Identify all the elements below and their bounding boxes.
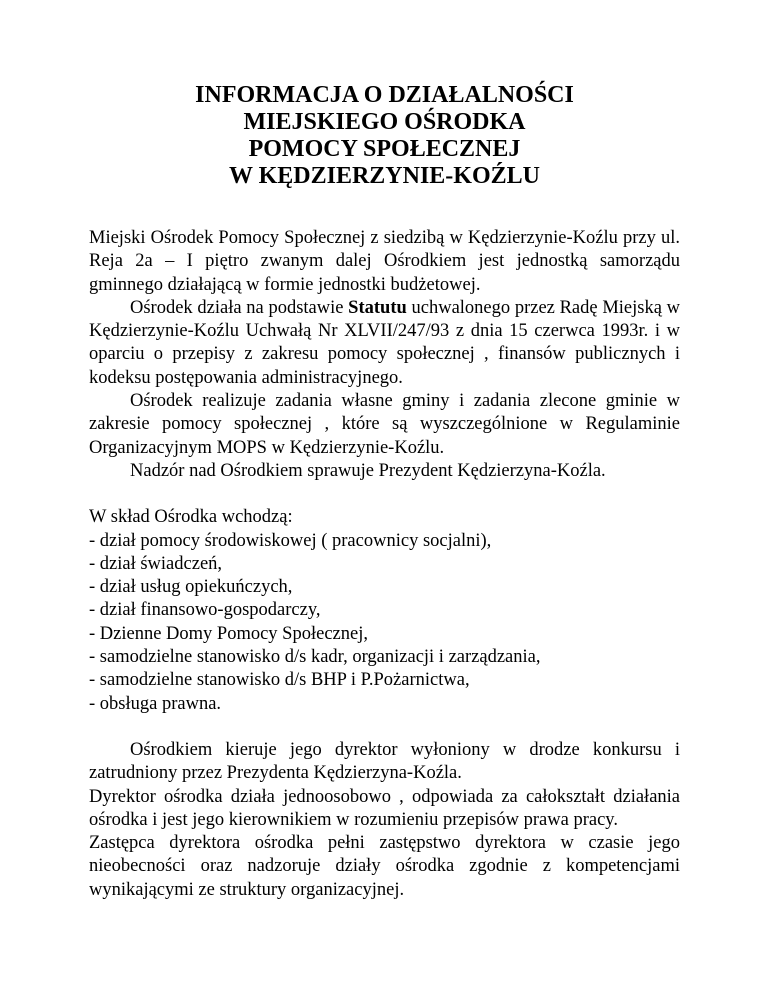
paragraph-text: Ośrodek działa na podstawie: [130, 297, 349, 318]
list-item: - samodzielne stanowisko d/s kadr, organizacji i zarządzania,: [89, 647, 541, 668]
title-line: W KĘDZIERZYNIE-KOŹLU: [229, 163, 540, 189]
paragraph-director: Ośrodkiem kieruje jego dyrektor wyłoniony w drodze konkursu i zatrudniony przez Prezydenta Kędzierzyna-Koźla.: [89, 739, 680, 784]
list-item: - dział pomocy środowiskowej ( pracownicy socjalni),: [89, 530, 492, 551]
paragraph-text: uchwalonego przez Radę Miejską w Kędzierzynie-Koźlu Uchwałą Nr XLVII/247/93 z dnia 15 czerwca 1993r. i w oparciu o przepisy z zakresu pomocy społecznej , finansów publicznych i kodeksu postępowania administracyjnego.: [89, 297, 680, 388]
paragraph-director-duties: Dyrektor ośrodka działa jednoosobowo , odpowiada za całokształt działania ośrodka i jest jego kierownikiem w rozumieniu przepisów prawa pracy.: [89, 786, 680, 830]
title-line: INFORMACJA O DZIAŁALNOŚCI: [195, 82, 574, 108]
title-line: POMOCY SPOŁECZNEJ: [248, 136, 521, 162]
paragraph-intro: Miejski Ośrodek Pomocy Społecznej z siedzibą w Kędzierzynie-Koźlu przy ul. Reja 2a – I piętro zwanym dalej Ośrodkiem jest jednostką samorządu gminnego działającą w formie jednostki budżetowej.: [89, 228, 680, 295]
list-intro: W skład Ośrodka wchodzą:: [89, 507, 293, 528]
spacer: [89, 716, 680, 739]
paragraph-supervision: Nadzór nad Ośrodkiem sprawuje Prezydent Kędzierzyna-Koźla.: [130, 460, 606, 481]
paragraph-statute: [89, 297, 680, 390]
list-item: - dział świadczeń,: [89, 553, 223, 574]
document-title: [89, 82, 680, 190]
list-item: - obsługa prawna.: [89, 693, 222, 714]
paragraph-tasks: Ośrodek realizuje zadania własne gminy i zadania zlecone gminie w zakresie pomocy społecznej , które są wyszczególnione w Regulaminie Organizacyjnym MOPS w Kędzierzynie-Koźlu.: [89, 391, 680, 458]
list-item: - samodzielne stanowisko d/s BHP i P.Pożarnictwa,: [89, 670, 470, 691]
list-item: - dział finansowo-gospodarczy,: [89, 600, 321, 621]
list-item: - Dzienne Domy Pomocy Społecznej,: [89, 623, 368, 644]
statute-bold-text: Statutu: [348, 297, 407, 318]
title-line: MIEJSKIEGO OŚRODKA: [243, 109, 526, 135]
units-list: [89, 530, 680, 716]
list-item: - dział usług opiekuńczych,: [89, 577, 293, 598]
spacer: [89, 483, 680, 506]
paragraph-deputy: Zastępca dyrektora ośrodka pełni zastępstwo dyrektora w czasie jego nieobecności oraz nadzoruje działy ośrodka zgodnie z kompetencjami wynikającymi ze struktury organizacyjnej.: [89, 833, 680, 900]
